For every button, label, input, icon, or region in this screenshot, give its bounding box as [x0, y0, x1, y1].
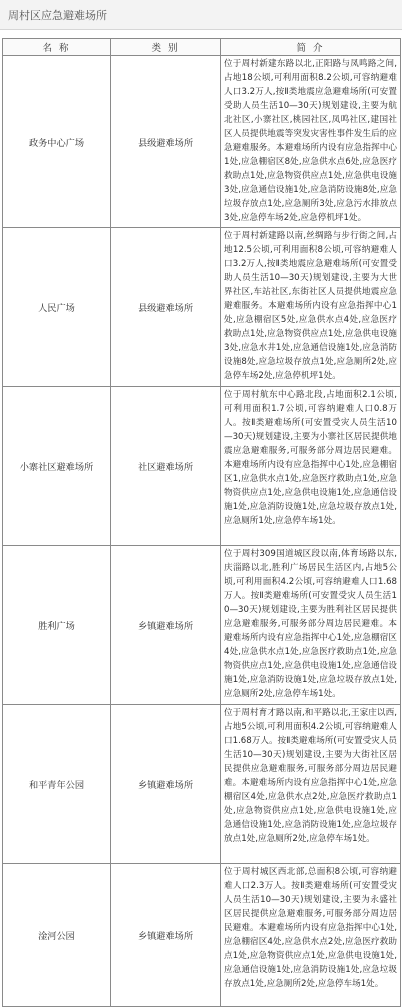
shelter-description: 位于周村航东中心路北段,占地面积2.1公顷,可利用面积1.7公顷,可容纳避难人口0.8万人。按Ⅱ类避难场所(可安置受灾人员生活10—30天)规划建设,主要为小寨社区居民提供地震应急避难服务,可服务部分周边居民避难。本避难场所内设有应急指挥中心1处,应急棚宿区1,应急供水点1处,应急医疗救助点1处,应急物资供应点1处,应急供电设施1处,应急通信设施1处,应急消防设施1处,应急垃圾存放点1处,应急厕所1处,应急停车场1处。 — [221, 387, 401, 546]
shelter-name: 淦河公园 — [3, 864, 111, 1007]
table-row — [3, 864, 401, 1007]
shelter-description: 位于周村309国道城区段以南,体育场路以东,庆淄路以北,胜利广场居民生活区内,占地5公顷,可利用面积4.2公顷,可容纳避难人口1.68万人。按Ⅱ类避难场所(可安置受灾人员生活10—30天)规划建设,主要为胜利社区居民提供应急避难服务,可服务部分周边居民避难。本避难场所内设有应急指挥中心1处,应急棚宿区4处,应急供水点1处,应急医疗救助点1处,应急物资供应点1处,应急供电设施1处,应急通信设施1处,应急消防设施1处,应急垃圾存放点1处,应急厕所2处,应急停车场1处。 — [221, 546, 401, 705]
shelter-category: 县级避难场所 — [111, 228, 221, 387]
table-row — [3, 228, 401, 387]
shelter-category: 社区避难场所 — [111, 387, 221, 546]
table-row — [3, 705, 401, 864]
table-row — [3, 387, 401, 546]
shelter-table — [2, 38, 401, 1007]
shelter-description: 位于周村新建东路以北,正阳路与凤鸣路之间,占地18公顷,可利用面积8.2公顷,可容纳避难人口3.2万人,按Ⅱ类地震应急避难场所(可安置受助人员生活10—30天)规划建设,主要为航北社区,小寨社区,桃园社区,凤鸣社区,建国社区人员提供地震等突发灾害性事件发生后的应急避难服务。本避难场所内设有应急指挥中心1处,应急棚宿区8处,应急供水点6处,应急医疗救助点1处,应急物资供应点1处,应急供电设施3处,应急通信设施1处,应急消防设施8处,应急垃圾存放点1处,应急厕所3处,应急污水排放点3处,应急停车场2处,应急停机坪1处。 — [221, 56, 401, 228]
shelter-description: 位于周村城区西北部,总面积8公顷,可容纳避难人口2.3万人。按Ⅱ类避难场所(可安置受灾人员生活10—30天)规划建设,主要为永盛社区居民提供应急避难服务,可服务部分周边居民避难。本避难场所内设有应急指挥中心1处,应急棚宿区4处,应急供水点2处,应急医疗救助点1处,应急物资供应点1处,应急供电设施1处,应急通信设施1处,应急消防设施1处,应急垃圾存放点1处,应急厕所2处,应急停车场1处。 — [221, 864, 401, 1007]
shelter-name: 政务中心广场 — [3, 56, 111, 228]
shelter-category: 乡镇避难场所 — [111, 705, 221, 864]
page-title: 周村区应急避难场所 — [0, 0, 402, 30]
column-header-category: 类 别 — [111, 39, 221, 56]
column-header-name: 名 称 — [3, 39, 111, 56]
shelter-description: 位于周村育才路以南,和平路以北,王家庄以西,占地5公顷,可利用面积4.2公顷,可容纳避难人口1.68万人。按Ⅱ类避难场所(可安置受灾人员生活10—30天)规划建设,主要为大街社区居民提供应急避难服务,可服务部分周边居民避难。本避难场所内设有应急指挥中心1处,应急棚宿区4处,应急供水点2处,应急医疗救助点1处,应急物资供应点1处,应急供电设施1处,应急通信设施1处,应急消防设施1处,应急垃圾存放点1处,应急厕所2处,应急停车场1处。 — [221, 705, 401, 864]
shelter-name: 和平青年公园 — [3, 705, 111, 864]
table-header-row — [3, 39, 401, 56]
shelter-name: 胜利广场 — [3, 546, 111, 705]
shelter-description: 位于周村新建路以南,丝绸路与步行街之间,占地12.5公顷,可利用面积8公顷,可容纳避难人口3.2万人,按Ⅱ类地震应急避难场所(可安置受助人员生活10—30天)规划建设,主要为大世界社区,车站社区,东街社区人员提供地震应急避难服务。本避难场所内设有应急指挥中心1处,应急棚宿区5处,应急供水点4处,应急医疗救助点1处,应急物资供应点1处,应急供电设施3处,应急水井1处,应急通信设施1处,应急消防设施8处,应急垃圾存放点1处,应急厕所2处,应急停车场2处,应急停机坪1处。 — [221, 228, 401, 387]
table-row — [3, 546, 401, 705]
shelter-name: 小寨社区避难场所 — [3, 387, 111, 546]
shelter-category: 县级避难场所 — [111, 56, 221, 228]
table-row — [3, 56, 401, 228]
shelter-category: 乡镇避难场所 — [111, 546, 221, 705]
column-header-description: 简 介 — [221, 39, 401, 56]
shelter-name: 人民广场 — [3, 228, 111, 387]
shelter-category: 乡镇避难场所 — [111, 864, 221, 1007]
